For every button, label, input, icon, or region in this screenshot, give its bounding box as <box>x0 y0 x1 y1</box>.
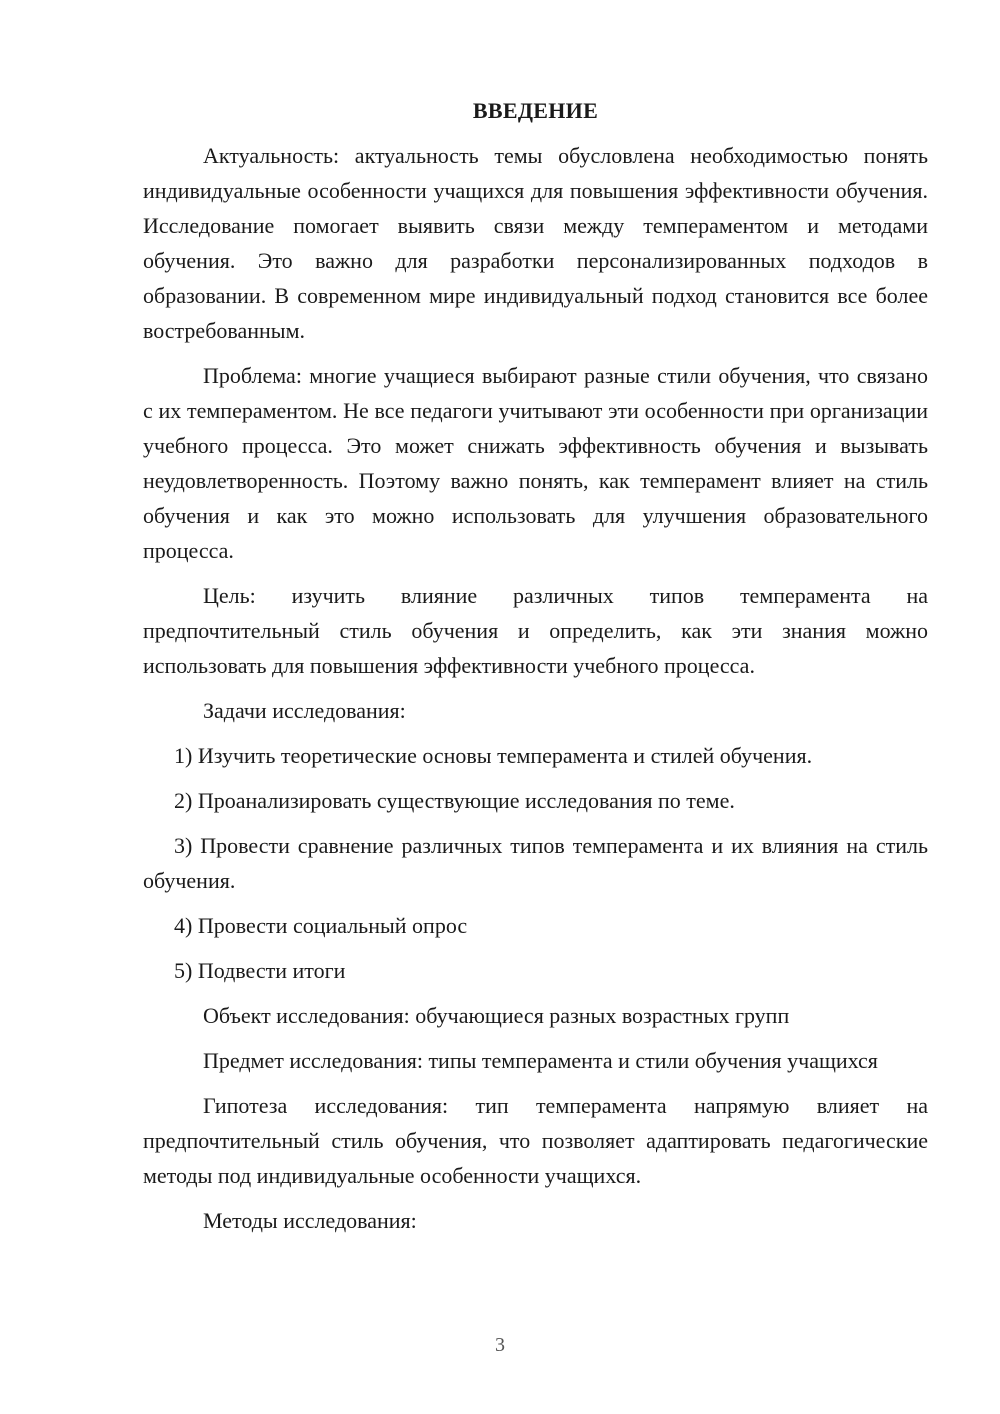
section-title: ВВЕДЕНИЕ <box>472 98 599 123</box>
paragraph-methods: Методы исследования: <box>203 1208 417 1233</box>
paragraph-problem: Проблема: многие учащиеся выбирают разные стили обучения, что связано с их темпераментом. Не все педагоги учитывают эти особенности при организации учебного процесса. Это может снижать эффективность обучения и вызывать неудовлетворенность. Поэтому важно понять, как темперамент влияет на стиль обучения и как это можно использовать для улучшения образовательного процесса. <box>143 363 928 563</box>
task-item-1: 1) Изучить теоретические основы темперамента и стилей обучения. <box>174 743 813 768</box>
task-item-5: 5) Подвести итоги <box>174 958 346 983</box>
task-item-3: 3) Провести сравнение различных типов темперамента и их влияния на стиль обучения. <box>143 833 928 893</box>
paragraph-relevance: Актуальность: актуальность темы обусловлена необходимостью понять индивидуальные особенности учащихся для повышения эффективности обучения. Исследование помогает выявить связи между темпераментом и методами обучения. Это важно для разработки персонализированных подходов в образовании. В современном мире индивидуальный подход становится все более востребованным. <box>143 143 928 343</box>
task-item-4: 4) Провести социальный опрос <box>174 913 468 938</box>
page-number: 3 <box>495 1334 505 1356</box>
task-item-2: 2) Проанализировать существующие исследования по теме. <box>174 788 735 813</box>
paragraph-subject: Предмет исследования: типы темперамента и стили обучения учащихся <box>203 1048 878 1073</box>
paragraph-tasks-heading: Задачи исследования: <box>203 698 406 723</box>
page-content <box>143 96 928 1248</box>
paragraph-object: Объект исследования: обучающиеся разных возрастных групп <box>203 1003 790 1028</box>
paragraph-goal: Цель: изучить влияние различных типов темперамента на предпочтительный стиль обучения и определить, как эти знания можно использовать для повышения эффективности учебного процесса. <box>143 583 928 678</box>
paragraph-hypothesis: Гипотеза исследования: тип темперамента напрямую влияет на предпочтительный стиль обучения, что позволяет адаптировать педагогические методы под индивидуальные особенности учащихся. <box>143 1093 928 1188</box>
